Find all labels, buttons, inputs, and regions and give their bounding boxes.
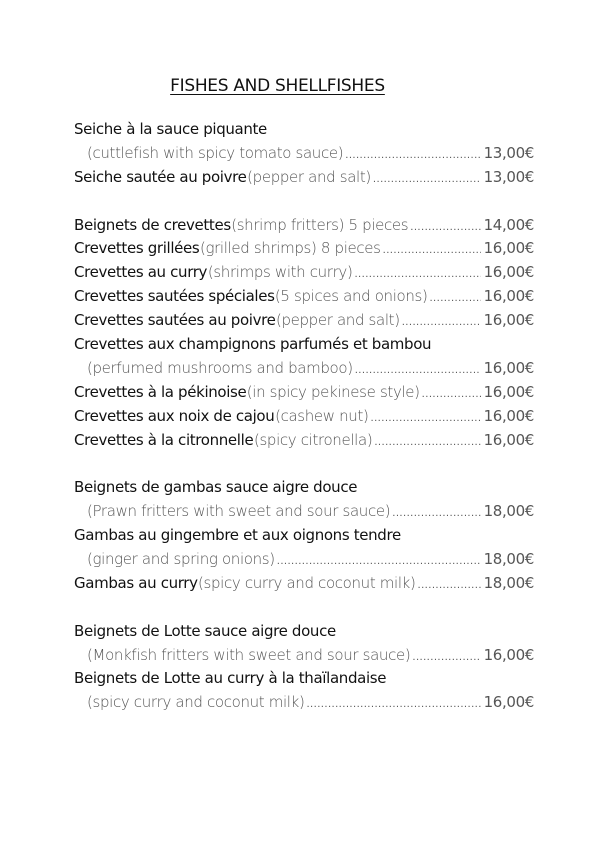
dish-price: 18,00€ [483,573,534,592]
menu-item [74,285,534,309]
menu-item [74,476,534,500]
dish-price: 13,00€ [483,143,534,162]
menu-item [74,667,534,691]
dot-leader [277,550,481,574]
menu-item [74,405,534,429]
dish-name: Crevettes aux champignons parfumés et bambou [74,335,432,354]
menu-item [74,691,534,715]
dish-description: (pepper and salt) [247,167,371,186]
menu-item [74,166,534,190]
dish-name: Crevettes à la pékinoise [74,382,247,401]
dish-description: (Monkfish fritters with sweet and sour sauce) [87,645,411,664]
dish-name: Gambas au gingembre et aux oignons tendre [74,526,401,545]
dish-name: Crevettes grillées [74,239,200,258]
dot-leader [373,168,481,192]
dish-price: 16,00€ [483,382,534,401]
dish-name: Seiche sautée au poivre [74,167,247,186]
dot-leader [355,359,481,383]
dot-leader [418,574,481,598]
dish-description: (ginger and spring onions) [87,550,275,569]
dot-leader [371,407,481,431]
dish-name: Beignets de Lotte au curry à la thaïlandaise [74,669,387,688]
dish-description: (grilled shrimps) 8 pieces [199,239,381,258]
dish-name: Crevettes sautées spéciales [74,287,275,306]
dish-price: 16,00€ [483,311,534,330]
dish-price: 16,00€ [483,406,534,425]
menu-item [74,309,534,333]
dot-leader [402,311,481,335]
dish-price: 16,00€ [483,287,534,306]
dish-description: (spicy curry and coconut milk) [87,693,305,712]
dish-price: 16,00€ [483,358,534,377]
dish-description: (spicy curry and coconut milk) [198,573,416,592]
dish-name: Crevettes au curry [74,263,208,282]
dish-name: Gambas au curry [74,573,198,592]
dot-leader [422,383,481,407]
dish-description: (5 spices and onions) [274,287,428,306]
dish-description: (pepper and salt) [275,311,400,330]
dish-name: Beignets de gambas sauce aigre douce [74,478,358,497]
menu-item [74,381,534,405]
dish-price: 18,00€ [483,502,534,521]
menu-list [74,118,534,715]
dish-description: (Prawn fritters with sweet and sour sauce) [87,502,391,521]
dish-description: (in spicy pekinese style) [246,382,420,401]
section-spacer [74,190,534,214]
section-spacer [74,596,534,620]
dish-name: Seiche à la sauce piquante [74,120,267,138]
dish-price: 13,00€ [483,167,534,186]
dot-leader [429,287,480,311]
dot-leader [392,502,480,526]
dot-leader [374,431,480,455]
dot-leader [354,263,480,287]
dish-price: 16,00€ [483,263,534,282]
dish-description: (spicy citronella) [253,430,373,449]
menu-item [74,357,534,381]
menu-item [74,620,534,644]
menu-item [74,572,534,596]
dot-leader [383,239,481,263]
dish-description: (shrimp fritters) 5 pieces [231,215,409,234]
dish-price: 16,00€ [483,239,534,258]
dish-description: (cashew nut) [275,406,369,425]
dot-leader [410,216,480,240]
section-spacer [74,452,534,476]
menu-item [74,118,534,142]
dish-description: (perfumed mushrooms and bamboo) [87,358,353,377]
menu-item [74,644,534,668]
menu-item [74,214,534,238]
dot-leader [306,693,480,717]
menu-item [74,237,534,261]
dish-price: 16,00€ [483,430,534,449]
menu-item [74,429,534,453]
dish-description: (cuttlefish with spicy tomato sauce) [87,143,344,162]
dish-name: Beignets de crevettes [74,215,231,234]
menu-item [74,500,534,524]
dot-leader [412,646,480,670]
menu-item [74,142,534,166]
dish-name: Beignets de Lotte sauce aigre douce [74,621,336,640]
dot-leader [345,144,480,168]
menu-item [74,524,534,548]
dish-price: 18,00€ [483,550,534,569]
dish-price: 16,00€ [483,645,534,664]
menu-item [74,548,534,572]
menu-item [74,261,534,285]
dish-price: 16,00€ [483,693,534,712]
dish-name: Crevettes à la citronnelle [74,430,254,449]
dish-price: 14,00€ [483,215,534,234]
menu-item [74,333,534,357]
dish-name: Crevettes sautées au poivre [74,311,276,330]
dish-name: Crevettes aux noix de cajou [74,406,275,425]
page-title: FISHES AND SHELLFISHES [170,76,385,96]
dish-description: (shrimps with curry) [207,263,353,282]
